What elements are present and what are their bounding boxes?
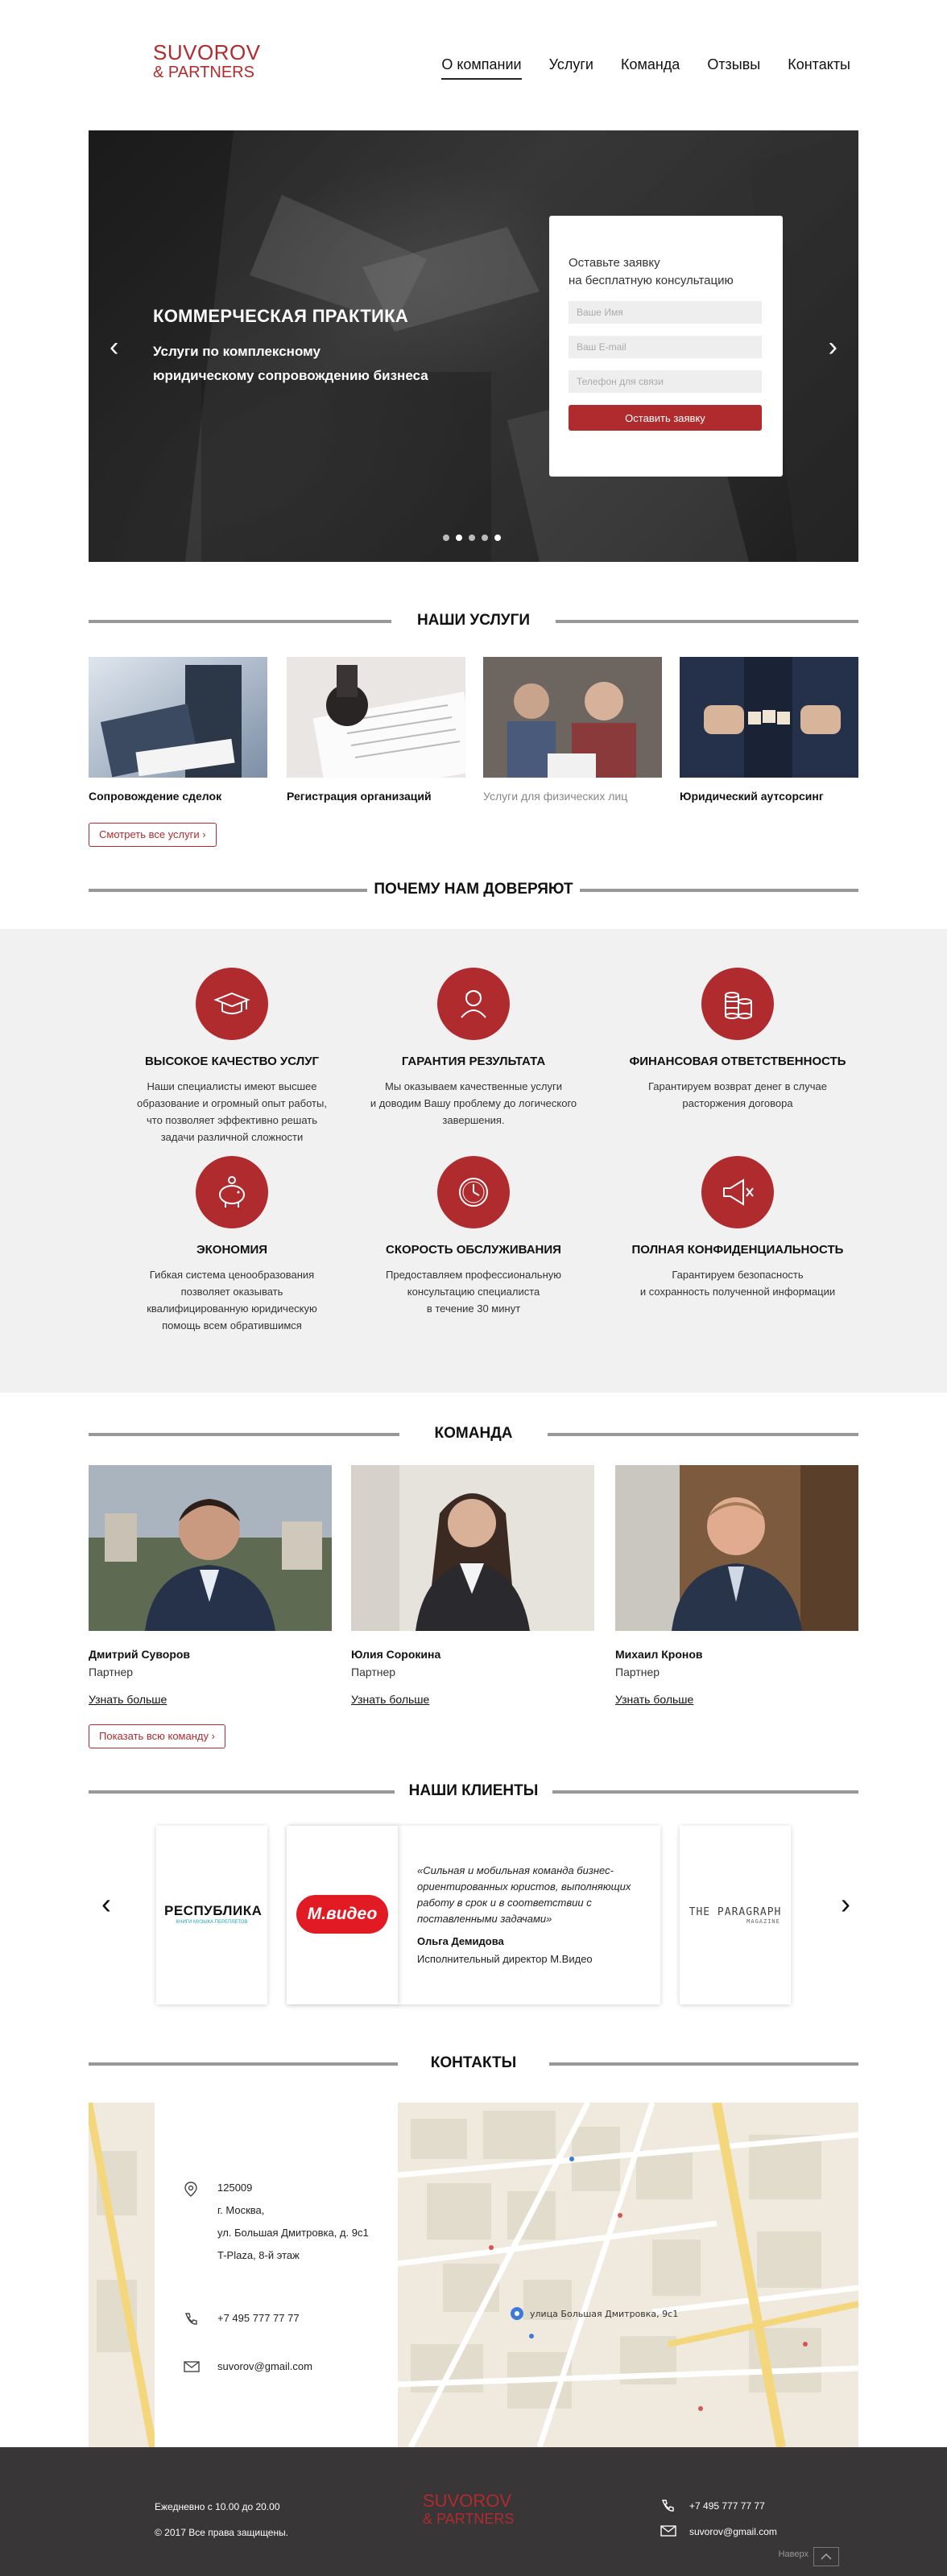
location-icon bbox=[184, 2182, 198, 2198]
feature-result bbox=[353, 968, 594, 1129]
coins-icon bbox=[717, 984, 758, 1024]
hero-subtitle-line2: юридическому сопровождению бизнеса bbox=[153, 368, 428, 383]
feature-speed bbox=[353, 1156, 594, 1317]
footer-hours: Ежедневно с 10.00 до 20.00 bbox=[155, 2501, 280, 2512]
footer-email-text[interactable]: suvorov@gmail.com bbox=[689, 2526, 777, 2537]
name-input[interactable] bbox=[569, 301, 762, 324]
client-logo-respublika-tagline: КНИГИ МУЗЫКА ПЕРЕПЛЕТОВ bbox=[176, 1920, 248, 1925]
team-member-sorokina bbox=[351, 1465, 594, 1706]
header bbox=[0, 0, 947, 130]
footer-logo-line1: SUVOROV bbox=[423, 2491, 512, 2511]
hero-subtitle-line1: Услуги по комплексному bbox=[153, 344, 320, 359]
team-member-kronov bbox=[615, 1465, 858, 1706]
footer-mail-icon bbox=[660, 2524, 676, 2537]
feature-speed-circle bbox=[437, 1156, 510, 1228]
feature-title: ПОЛНАЯ КОНФИДЕНЦИАЛЬНОСТЬ bbox=[631, 1243, 844, 1257]
clients-prev-arrow-icon[interactable]: ‹ bbox=[101, 1887, 111, 1920]
services-section-title bbox=[89, 609, 858, 633]
member-more-link[interactable]: Узнать больше bbox=[351, 1693, 430, 1706]
team-member-suvorov bbox=[89, 1465, 332, 1706]
client-card-mvideo[interactable] bbox=[287, 1826, 398, 2004]
hero-next-arrow-icon[interactable]: › bbox=[828, 332, 837, 362]
contact-email-text[interactable]: suvorov@gmail.com bbox=[217, 2360, 312, 2372]
feature-quality-circle bbox=[196, 968, 268, 1040]
clients-heading: НАШИ КЛИЕНТЫ bbox=[408, 1782, 539, 1799]
form-title bbox=[569, 254, 763, 290]
service-card-registration[interactable] bbox=[287, 657, 465, 803]
slider-dots bbox=[443, 535, 501, 541]
slider-dot-5[interactable] bbox=[494, 535, 501, 541]
contact-address-text: 125009 г. Москва, ул. Большая Дмитровка, д. 9с1 T-Plaza, 8-й этаж bbox=[217, 2182, 369, 2261]
nav-about[interactable]: О компании bbox=[441, 56, 521, 80]
footer-phone bbox=[689, 2500, 765, 2512]
client-quote-role: Исполнительный директор М.Видео bbox=[417, 1953, 593, 1965]
phone-input[interactable] bbox=[569, 370, 762, 393]
footer-email bbox=[689, 2526, 777, 2537]
feature-text: Предоставляем профессиональную консультацию специалиста в течение 30 минут bbox=[386, 1269, 561, 1315]
to-top-label[interactable]: Наверх bbox=[778, 2549, 808, 2559]
team-section-title bbox=[89, 1422, 858, 1446]
member-role: Партнер bbox=[615, 1666, 660, 1678]
client-logo-respublika-name: РЕСПУБЛИКА bbox=[164, 1903, 263, 1918]
feature-text: Гибкая система ценообразования позволяет оказывать квалифицированную юридическую помощь всем обратившимся bbox=[147, 1269, 317, 1331]
contacts-section-title bbox=[89, 2051, 858, 2075]
phone-icon bbox=[184, 2312, 198, 2326]
muted-megaphone-icon bbox=[717, 1172, 758, 1212]
client-logo-mvideo: М.видео bbox=[296, 1895, 388, 1934]
hero-slider bbox=[89, 130, 858, 562]
feature-text: Мы оказываем качественные услуги и доводим Вашу проблему до логического завершения. bbox=[370, 1080, 577, 1126]
chevron-up-icon bbox=[814, 2548, 838, 2566]
hero-prev-arrow-icon[interactable]: ‹ bbox=[110, 332, 119, 362]
show-team-button[interactable]: Показать всю команду › bbox=[89, 1724, 225, 1748]
contact-phone bbox=[184, 2307, 300, 2330]
service-card-outsourcing[interactable] bbox=[680, 657, 858, 803]
slider-dot-3[interactable] bbox=[469, 535, 475, 541]
form-title-line2: на бесплатную консультацию bbox=[569, 274, 734, 287]
clock-icon bbox=[453, 1172, 494, 1212]
contact-phone-text[interactable]: +7 495 777 77 77 bbox=[217, 2312, 300, 2324]
member-name: Дмитрий Суворов bbox=[89, 1648, 191, 1661]
logo-line2: & PARTNERS bbox=[153, 64, 254, 81]
clients-next-arrow-icon[interactable]: › bbox=[841, 1887, 850, 1920]
footer-copyright: © 2017 Все права защищены. bbox=[155, 2527, 289, 2538]
all-services-button[interactable]: Смотреть все услуги › bbox=[89, 823, 217, 847]
feature-finance-circle bbox=[701, 968, 774, 1040]
graduation-cap-icon bbox=[212, 984, 252, 1024]
feature-text: Гарантируем безопасность и сохранность полученной информации bbox=[639, 1269, 836, 1298]
feature-quality bbox=[111, 968, 353, 1146]
client-logo-paragraph bbox=[683, 1906, 788, 1925]
feature-economy-circle bbox=[196, 1156, 268, 1228]
nav-services[interactable]: Услуги bbox=[548, 56, 593, 72]
nav-team[interactable]: Команда bbox=[620, 56, 680, 72]
client-logo-respublika bbox=[164, 1903, 263, 1925]
contact-info-panel bbox=[155, 2103, 398, 2447]
feature-economy bbox=[111, 1156, 353, 1334]
member-photo-sorokina bbox=[351, 1465, 594, 1631]
form-title-line1: Оставьте заявку bbox=[569, 256, 660, 270]
feature-title: ФИНАНСОВАЯ ОТВЕТСТВЕННОСТЬ bbox=[629, 1055, 846, 1068]
team-heading: КОМАНДА bbox=[434, 1425, 513, 1442]
service-image-individuals bbox=[483, 657, 662, 778]
feature-result-circle bbox=[437, 968, 510, 1040]
footer-logo-line2: & PARTNERS bbox=[423, 2511, 515, 2527]
slider-dot-1[interactable] bbox=[443, 535, 449, 541]
member-name: Михаил Кронов bbox=[615, 1648, 703, 1661]
client-logo-paragraph-tagline: MAGAZINE bbox=[746, 1918, 780, 1925]
clients-section-title bbox=[89, 1779, 858, 1803]
email-input[interactable] bbox=[569, 336, 762, 358]
submit-request-button[interactable]: Оставить заявку bbox=[569, 405, 762, 431]
client-logo-paragraph-name: THE PARAGRAPH bbox=[689, 1906, 782, 1918]
contact-address bbox=[184, 2177, 369, 2267]
service-card-individuals[interactable] bbox=[483, 657, 662, 803]
feature-title: ГАРАНТИЯ РЕЗУЛЬТАТА bbox=[401, 1055, 546, 1068]
member-more-link[interactable]: Узнать больше bbox=[615, 1693, 694, 1706]
consultation-form bbox=[549, 216, 783, 477]
logo-line1: SUVOROV bbox=[153, 40, 261, 64]
services-heading: НАШИ УСЛУГИ bbox=[416, 612, 531, 629]
member-role: Партнер bbox=[351, 1666, 396, 1678]
piggy-bank-icon bbox=[212, 1172, 252, 1212]
feature-title: СКОРОСТЬ ОБСЛУЖИВАНИЯ bbox=[386, 1243, 561, 1257]
nav-reviews[interactable]: Отзывы bbox=[707, 56, 761, 72]
feature-text: Гарантируем возврат денег в случае расторжения договора bbox=[648, 1080, 827, 1109]
feature-title: ВЫСОКОЕ КАЧЕСТВО УСЛУГ bbox=[144, 1055, 320, 1068]
member-name: Юлия Сорокина bbox=[351, 1648, 441, 1661]
service-label-deals: Сопровождение сделок bbox=[89, 790, 222, 803]
main-nav bbox=[441, 56, 850, 80]
hero-title: КОММЕРЧЕСКАЯ ПРАКТИКА bbox=[153, 306, 409, 326]
mail-icon bbox=[184, 2360, 200, 2373]
footer bbox=[0, 2447, 947, 2576]
feature-privacy bbox=[617, 1156, 858, 1300]
to-top-button[interactable] bbox=[813, 2547, 839, 2566]
footer-left bbox=[155, 2494, 288, 2545]
service-card-deals[interactable] bbox=[89, 657, 267, 803]
member-role: Партнер bbox=[89, 1666, 134, 1678]
contact-email bbox=[184, 2355, 312, 2378]
member-photo-suvorov bbox=[89, 1465, 332, 1631]
member-photo-kronov bbox=[615, 1465, 858, 1631]
member-more-link[interactable]: Узнать больше bbox=[89, 1693, 167, 1706]
slider-dot-2[interactable] bbox=[456, 535, 462, 541]
map-marker-label: улица Большая Дмитровка, 9с1 bbox=[530, 2309, 679, 2319]
service-label-registration: Регистрация организаций bbox=[287, 790, 432, 803]
footer-logo[interactable] bbox=[423, 2492, 514, 2526]
logo[interactable] bbox=[153, 42, 261, 80]
footer-phone-text[interactable]: +7 495 777 77 77 bbox=[689, 2500, 765, 2512]
feature-privacy-circle bbox=[701, 1156, 774, 1228]
service-image-deals bbox=[89, 657, 267, 778]
client-card-respublika[interactable] bbox=[156, 1826, 267, 2004]
service-image-registration bbox=[287, 657, 465, 778]
feature-finance bbox=[617, 968, 858, 1112]
client-quote-text: «Сильная и мобильная команда бизнес-ориентированных юристов, выполняющих работу в срок и в соответствии с поставленными задачами» bbox=[417, 1864, 631, 1925]
slider-dot-4[interactable] bbox=[482, 535, 488, 541]
feature-title: ЭКОНОМИЯ bbox=[196, 1243, 268, 1257]
service-image-outsourcing bbox=[680, 657, 858, 778]
service-label-outsourcing: Юридический аутсорсинг bbox=[680, 790, 824, 803]
client-quote-card bbox=[287, 1826, 660, 2004]
client-quote-author: Ольга Демидова bbox=[417, 1935, 504, 1947]
nav-contacts[interactable]: Контакты bbox=[788, 56, 850, 72]
feature-text: Наши специалисты имеют высшее образование и огромный опыт работы, что позволяет эффективно решать задачи различной сложности bbox=[137, 1080, 327, 1143]
hero-subtitle bbox=[153, 340, 428, 388]
trust-section-title bbox=[89, 877, 858, 902]
client-card-paragraph[interactable] bbox=[680, 1826, 791, 2004]
person-icon bbox=[453, 984, 494, 1024]
service-label-individuals: Услуги для физических лиц bbox=[483, 790, 628, 803]
trust-heading: ПОЧЕМУ НАМ ДОВЕРЯЮТ bbox=[374, 881, 573, 898]
contacts-map[interactable] bbox=[89, 2103, 858, 2447]
footer-phone-icon bbox=[660, 2499, 675, 2513]
contacts-heading: КОНТАКТЫ bbox=[430, 2054, 517, 2071]
